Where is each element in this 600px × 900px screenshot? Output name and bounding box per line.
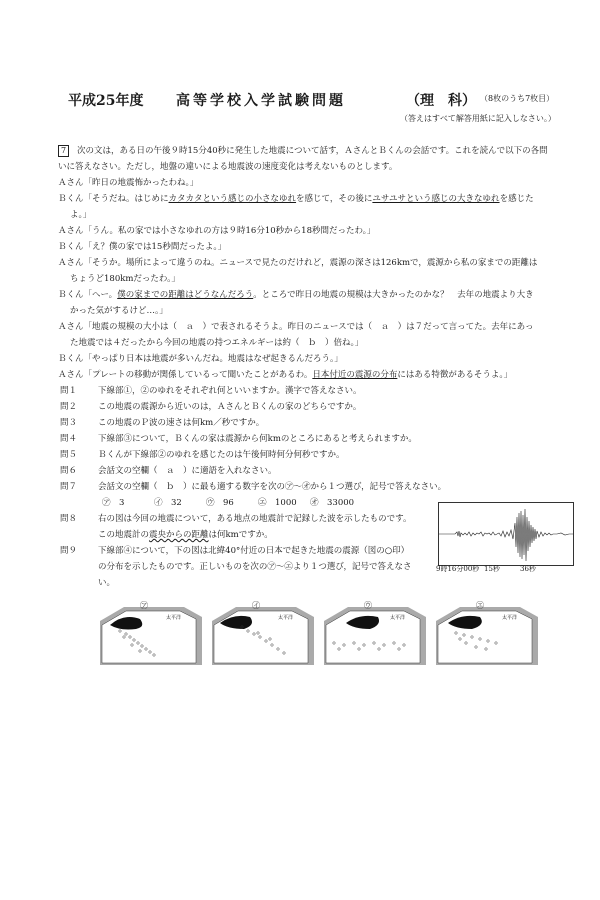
choice-b: ㋑ 32 <box>154 498 182 508</box>
choice-a: ㋐ 3 <box>102 498 125 508</box>
subquestion-8-cont: この地震計の震央からの距離は何kmですか。 <box>98 530 273 540</box>
dialogue-line: Ａさん「地震の規模の大小は（ ａ ）で表されるそうよ。昨日のニュースでは（ ａ ）は７だって言ってた。去年にあっ <box>58 322 534 332</box>
choice-c: ㋒ 96 <box>206 498 234 508</box>
dialogue-line: Ａさん「プレートの移動が関係しているって聞いたことがあるわ。日本付近の震源の分布にはある特徴があるそうよ。」 <box>58 370 513 380</box>
map-option-a <box>100 603 202 673</box>
intro-line-2: いに答えなさい。ただし，地盤の違いによる地震波の速度変化は考えないものとします。 <box>58 162 398 172</box>
subquestion-9-cont: の分布を示したものです。正しいものを次の㋐～㋓より１つ選び，記号で答えなさ <box>98 562 412 572</box>
dialogue-line-cont: かった気がするけど…。」 <box>70 306 168 316</box>
seis-label-36s: 36秒 <box>520 565 536 573</box>
dialogue-line: Ａさん「昨日の地震怖かったわね。」 <box>58 178 199 188</box>
map-label-c: ㋒ <box>364 601 372 610</box>
exam-subject: （理 科） <box>406 93 476 109</box>
answer-note: （答えはすべて解答用紙に記入しなさい。） <box>400 114 556 123</box>
dialogue-line-cont: ちょうど180kmだったわ。」 <box>70 274 180 284</box>
svg-text:太平洋: 太平洋 <box>390 615 406 621</box>
subquestion-5: 問５ Ｂくんが下線部②のゆれを感じたのは午後何時何分何秒ですか。 <box>60 450 345 460</box>
dialogue-line-cont: よ。」 <box>70 210 92 220</box>
subquestion-6: 問６ 会話文の空欄（ ａ ）に適語を入れなさい。 <box>60 466 277 476</box>
question-number: 7 <box>58 145 69 157</box>
seis-label-15s: 15秒 <box>484 565 500 573</box>
dialogue-line: Ｂくん「そうだね。はじめにカタカタという感じの小さなゆれを感じて，その後にユサユサという感じの大きなゆれを感じた <box>58 194 534 204</box>
exam-title: 高等学校入学試験問題 <box>176 93 346 109</box>
subquestion-9-cont2: い。 <box>98 578 116 588</box>
map-option-b <box>212 603 314 673</box>
seis-label-start: 9時16分00秒 <box>436 565 480 573</box>
seismogram-time-labels <box>436 564 576 576</box>
page-info: （8枚のうち7枚目） <box>480 94 555 103</box>
dialogue-line: Ｂくん「やっぱり日本は地震が多いんだね。地震はなぜ起きるんだろう。」 <box>58 354 343 364</box>
subquestion-8: 問８ 右の図は今回の地震について，ある地点の地震計で記録した波を示したものです。 <box>60 514 412 524</box>
map-label-d: ㋓ <box>476 601 484 610</box>
map-option-c <box>324 603 426 673</box>
map-label-b: ㋑ <box>252 601 260 610</box>
map-option-d <box>436 603 538 673</box>
dialogue-line: Ａさん「そうか。場所によって違うのね。ニュースで見たのだけれど，震源の深さは126kmで，震源から私の家までの距離は <box>58 258 538 268</box>
choice-e: ㋔ 33000 <box>310 498 355 508</box>
dialogue-line: Ｂくん「え？僕の家では15秒間だったよ。」 <box>58 242 227 252</box>
map-label-a: ㋐ <box>140 601 148 610</box>
intro-line-1: 7 次の文は，ある日の午後９時15分40秒に発生した地震について話す，ＡさんとＢくんの会話です。これを読んで以下の各問 <box>58 143 568 159</box>
subquestion-3: 問３ この地震のＰ波の速さは何km／秒ですか。 <box>60 418 265 428</box>
subquestion-2: 問２ この地震の震源から近いのは，ＡさんとＢくんの家のどちらですか。 <box>60 402 362 412</box>
seismogram-wave <box>439 503 573 565</box>
choice-d: ㋓ 1000 <box>258 498 297 508</box>
svg-text:太平洋: 太平洋 <box>278 615 294 621</box>
subquestion-9: 問９ 下線部④について，下の図は北緯40°付近の日本で起きた地震の震源（図の○印） <box>60 546 410 556</box>
dialogue-line-cont: た地震では４だったから今回の地震の持つエネルギーは約（ ｂ ）倍ね。」 <box>70 338 364 348</box>
exam-header <box>68 90 568 110</box>
dialogue-line: Ｂくん「へー。僕の家までの距離はどうなんだろう。ところで昨日の地震の規模は大きかったのかな？ 去年の地震より大き <box>58 290 534 300</box>
subquestion-4: 問４ 下線部③について，Ｂくんの家は震源から何kmのところにあると考えられますか。 <box>60 434 417 444</box>
subquestion-7: 問７ 会話文の空欄（ ｂ ）に最も適する数字を次の㋐～㋔から１つ選び，記号で答えなさい。 <box>60 482 447 492</box>
svg-text:太平洋: 太平洋 <box>166 615 182 621</box>
subquestion-1: 問１ 下線部①，②のゆれをそれぞれ何といいますか。漢字で答えなさい。 <box>60 386 362 396</box>
hypocenter-maps <box>100 603 560 675</box>
seismogram-figure <box>438 502 574 566</box>
dialogue-line: Ａさん「うん。私の家では小さなゆれの方は９時16分10秒から18秒間だったわ。」 <box>58 226 376 236</box>
svg-text:太平洋: 太平洋 <box>502 615 518 621</box>
exam-year: 平成25年度 <box>68 93 144 109</box>
